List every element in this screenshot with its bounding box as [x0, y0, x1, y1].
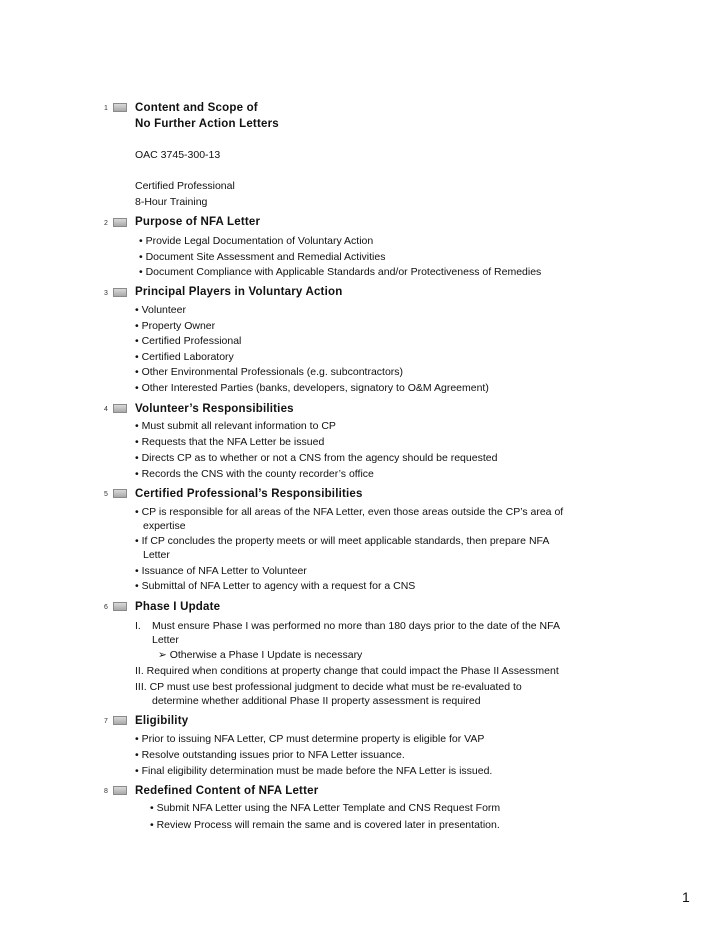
bullet-item: • Prior to issuing NFA Letter, CP must determine property is eligible for VAP [135, 733, 485, 745]
bullet-item: • Submit NFA Letter using the NFA Letter Template and CNS Request Form [150, 802, 501, 814]
list-item: II. Required when conditions at property change that could impact the Phase II Assessment [135, 665, 559, 677]
bullet-item: • If CP concludes the property meets or will meet applicable standards, then prepare NFA [135, 535, 550, 547]
slide-thumbnail-icon[interactable] [113, 602, 127, 611]
bullet-item: • Provide Legal Documentation of Voluntary Action [139, 235, 374, 247]
slide-thumbnail-icon[interactable] [113, 103, 127, 112]
slide-number: 2 [104, 220, 108, 227]
bullet-item: • Document Site Assessment and Remedial Activities [139, 251, 386, 263]
bullet-item: • Document Compliance with Applicable Standards and/or Protectiveness of Remedies [139, 266, 542, 278]
bullet-item: • Must submit all relevant information to CP [135, 420, 336, 432]
sub-bullet-item: ➢ Otherwise a Phase I Update is necessary [158, 649, 363, 661]
slide-number: 8 [104, 788, 108, 795]
slide-title: Volunteer’s Responsibilities [135, 403, 294, 415]
slide-title: No Further Action Letters [135, 118, 279, 130]
bullet-item: • Other Environmental Professionals (e.g. subcontractors) [135, 366, 404, 378]
bullet-item: • Records the CNS with the county recorder’s office [135, 468, 374, 480]
bullet-item: • Property Owner [135, 320, 216, 332]
bullet-item: • Review Process will remain the same and is covered later in presentation. [150, 819, 500, 831]
page-number: 1 [682, 889, 690, 905]
slide-thumbnail-icon[interactable] [113, 786, 127, 795]
bullet-item: • Certified Laboratory [135, 351, 234, 363]
bullet-item: • Issuance of NFA Letter to Volunteer [135, 565, 307, 577]
bullet-item: • Resolve outstanding issues prior to NFA Letter issuance. [135, 749, 405, 761]
slide-thumbnail-icon[interactable] [113, 404, 127, 413]
bullet-item: • Requests that the NFA Letter be issued [135, 436, 325, 448]
slide-title: Content and Scope of [135, 102, 258, 114]
slide-text-line: Certified Professional [135, 180, 235, 192]
slide-thumbnail-icon[interactable] [113, 716, 127, 725]
slide-number: 6 [104, 604, 108, 611]
bullet-item: • Submittal of NFA Letter to agency with a request for a CNS [135, 580, 416, 592]
slide-title: Phase I Update [135, 601, 221, 613]
slide-title: Purpose of NFA Letter [135, 216, 261, 228]
bullet-continuation: expertise [143, 520, 186, 532]
slide-thumbnail-icon[interactable] [113, 489, 127, 498]
bullet-item: • Other Interested Parties (banks, developers, signatory to O&M Agreement) [135, 382, 489, 394]
slide-number: 3 [104, 290, 108, 297]
bullet-item: • Volunteer [135, 304, 186, 316]
slide-title: Certified Professional’s Responsibilities [135, 488, 363, 500]
bullet-item: • Directs CP as to whether or not a CNS from the agency should be requested [135, 452, 498, 464]
list-item: III. CP must use best professional judgment to decide what must be re-evaluated to [135, 681, 522, 693]
slide-title: Eligibility [135, 715, 189, 727]
slide-number: 4 [104, 406, 108, 413]
slide-title: Redefined Content of NFA Letter [135, 785, 319, 797]
bullet-item: • CP is responsible for all areas of the NFA Letter, even those areas outside the CP’s area of [135, 506, 564, 518]
bullet-continuation: Letter [143, 549, 170, 561]
slide-thumbnail-icon[interactable] [113, 218, 127, 227]
bullet-item: • Certified Professional [135, 335, 242, 347]
slide-number: 7 [104, 718, 108, 725]
list-item: Must ensure Phase I was performed no more than 180 days prior to the date of the NFA [152, 620, 560, 632]
slide-text-line: 8-Hour Training [135, 196, 208, 208]
list-continuation: Letter [152, 634, 179, 646]
slide-text-line: OAC 3745-300-13 [135, 149, 221, 161]
bullet-item: • Final eligibility determination must be made before the NFA Letter is issued. [135, 765, 493, 777]
list-marker: I. [135, 620, 141, 632]
slide-number: 5 [104, 491, 108, 498]
slide-title: Principal Players in Voluntary Action [135, 286, 343, 298]
list-continuation: determine whether additional Phase II property assessment is required [152, 695, 481, 707]
slide-number: 1 [104, 105, 108, 112]
slide-thumbnail-icon[interactable] [113, 288, 127, 297]
